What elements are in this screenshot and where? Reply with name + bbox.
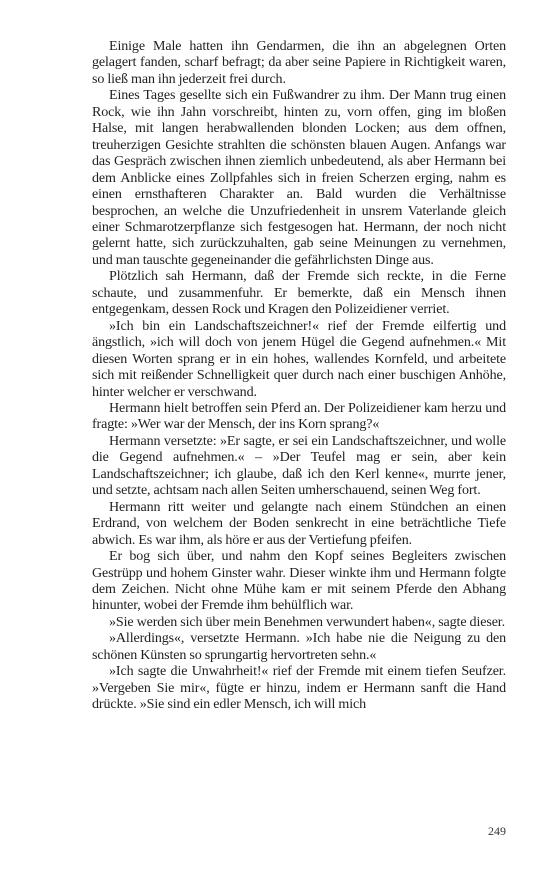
- page-body: [92, 38, 506, 713]
- paragraph-1: Einige Male hatten ihn Gendarmen, die ihn an abgelegnen Orten gelagert fanden, scharf befragt; da aber seine Papiere in Richtigkeit waren, so ließ man ihn jederzeit frei durch.: [92, 38, 506, 87]
- paragraph-6: Hermann versetzte: »Er sagte, er sei ein Landschaftszeichner, und wolle die Gegend aufnehmen.« – »Der Teufel mag er sein, aber kein Landschaftszeichner; ich glaube, daß ich den Kerl kenne«, murrte jener, und setzte, achtsam nach allen Seiten umherschauend, seinen Weg fort.: [92, 432, 506, 499]
- paragraph-7: Hermann ritt weiter und gelangte nach einem Stündchen an einen Erdrand, von welchem der Boden senkrecht in eine beträchtliche Tiefe abwich. Es war ihm, als höre er aus der Vertiefung pfeifen.: [92, 498, 506, 548]
- paragraph-9: »Sie werden sich über mein Benehmen verwundert haben«, sagte dieser.: [109, 613, 505, 630]
- paragraph-2: Eines Tages gesellte sich ein Fußwandrer zu ihm. Der Mann trug einen Rock, wie ihn Jahn vorschreibt, hinten zu, vorn offen, ging im bloßen Halse, mit langen herabwallenden blonden Locken; aus dem offnen, treuherzigen Gesichte strahlten die schönsten blauen Augen. Anfangs war das Gespräch zwischen ihnen ziemlich unbedeutend, als aber Hermann bei dem Anblicke eines Zollpfahles sich in freien Scherzen erging, nahm es einen ernsthafteren Charakter an. Bald wurden die Verhältnisse besprochen, an welche die Unzufriedenheit in unsrem Vaterlande gleich einer Schmarotzerpflanze sich festgesogen hat. Hermann, der noch nicht gelernt hatte, sich zurückzuhalten, gab seine Meinungen zu vernehmen, und man tauschte gegeneinander die gefährlichsten Dinge aus.: [92, 87, 506, 268]
- paragraph-4: »Ich bin ein Landschaftszeichner!« rief der Fremde eilfertig und ängstlich, »ich will doch von jenem Hügel die Gegend aufnehmen.« Mit diesen Worten sprang er in ein hohes, wallendes Kornfeld, und arbeitete sich mit reißender Schnelligkeit quer durch nach einer buschigen Anhöhe, hinter welcher er verschwand.: [92, 317, 506, 400]
- paragraph-8: Er bog sich über, und nahm den Kopf seines Begleiters zwischen Gestrüpp und hohem Ginster wahr. Dieser winkte ihm und Hermann folgte dem Zeichen. Nicht ohne Mühe kam er mit seinem Pferde den Abhang hinunter, wobei der Fremde ihm behülflich war.: [92, 548, 506, 614]
- paragraph-5: Hermann hielt betroffen sein Pferd an. Der Polizeidiener kam herzu und fragte: »Wer war der Mensch, der ins Korn sprang?«: [92, 399, 506, 433]
- paragraph-10: »Allerdings«, versetzte Hermann. »Ich habe nie die Neigung zu den schönen Künsten so sprungartig hervortreten sehn.«: [92, 630, 506, 663]
- paragraph-11: »Ich sagte die Unwahrheit!« rief der Fremde mit einem tiefen Seufzer. »Vergeben Sie mir«, fügte er hinzu, indem er Hermann sanft die Hand drückte. »Sie sind ein edler Mensch, ich will mich: [92, 663, 506, 713]
- paragraph-3: Plötzlich sah Hermann, daß der Fremde sich reckte, in die Ferne schaute, und zusammenfuhr. Er bemerkte, daß ein Mensch ihnen entgegenkam, dessen Rock und Kragen den Polizeidiener verriet.: [92, 268, 506, 318]
- page-number: 249: [488, 824, 506, 838]
